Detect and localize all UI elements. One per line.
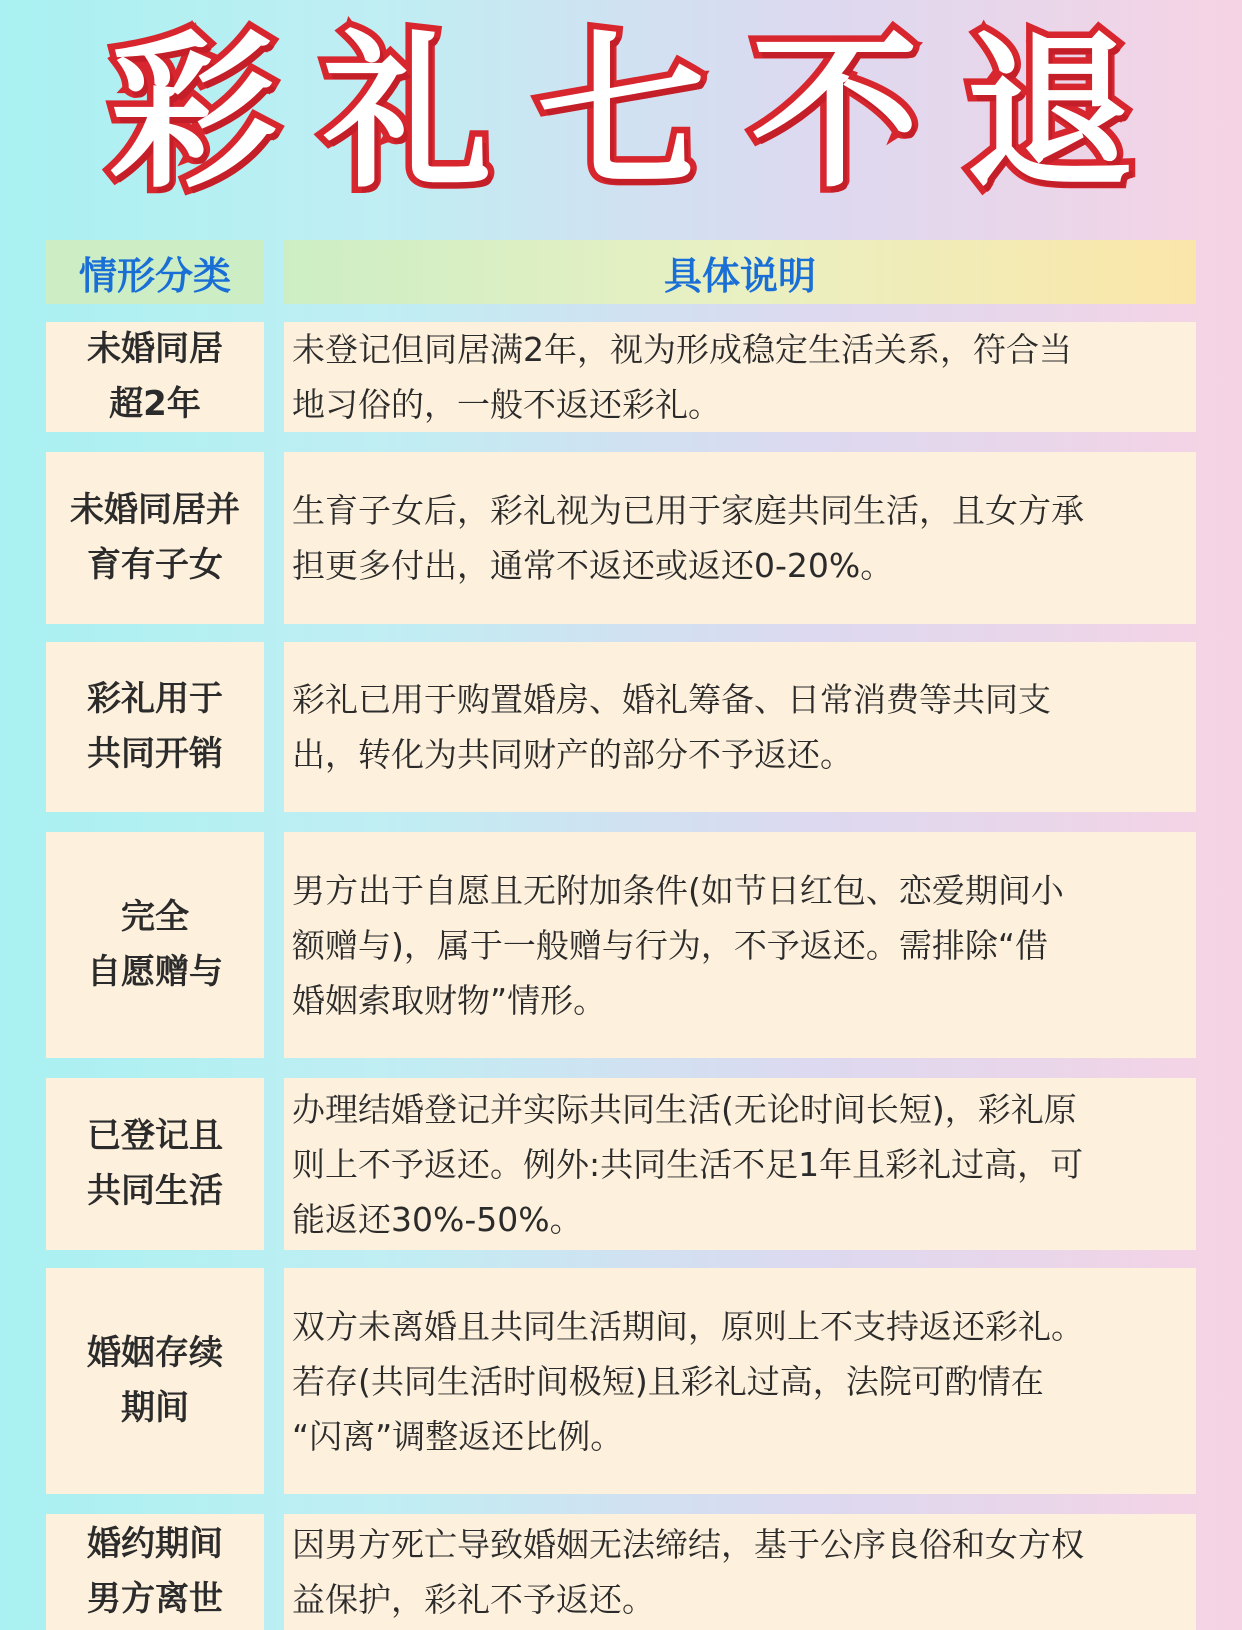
description-text: 双方未离婚且共同生活期间，原则上不支持返还彩礼。 若存(共同生活时间极短)且彩礼过高，法院可酌情在 “闪离”调整返还比例。 xyxy=(292,1306,1084,1456)
category-cell xyxy=(46,642,264,812)
table-header xyxy=(0,240,1242,304)
category-label: 未婚同居并 育有子女 xyxy=(70,490,240,585)
description-text: 办理结婚登记并实际共同生活(无论时间长短)，彩礼原 则上不予返还。例外:共同生活不足1年且彩礼过高，可 能返还30%-50%。 xyxy=(292,1089,1084,1239)
category-cell xyxy=(46,832,264,1058)
category-cell xyxy=(46,452,264,624)
description-cell xyxy=(284,1078,1196,1250)
page-title: 彩礼七不退 xyxy=(109,15,1179,211)
description-text: 男方出于自愿且无附加条件(如节日红包、恋爱期间小 额赠与)，属于一般赠与行为，不予返还。需排除“借 婚姻索取财物”情形。 xyxy=(292,870,1064,1020)
description-cell xyxy=(284,1514,1196,1630)
table-row xyxy=(0,322,1242,432)
description-cell xyxy=(284,642,1196,812)
description-cell xyxy=(284,452,1196,624)
table-row xyxy=(0,1078,1242,1250)
category-cell xyxy=(46,1514,264,1630)
table-row xyxy=(0,832,1242,1058)
category-cell xyxy=(46,322,264,432)
category-label: 彩礼用于 共同开销 xyxy=(87,679,223,774)
header-description: 具体说明 xyxy=(284,240,1196,304)
description-text: 生育子女后，彩礼视为已用于家庭共同生活，且女方承 担更多付出，通常不返还或返还0-20%。 xyxy=(292,491,1084,585)
category-label: 已登记且 共同生活 xyxy=(87,1116,223,1211)
category-label: 完全 自愿赠与 xyxy=(87,897,223,992)
description-cell xyxy=(284,1268,1196,1494)
description-text: 因男方死亡导致婚姻无法缔结，基于公序良俗和女方权 益保护，彩礼不予返还。 xyxy=(292,1525,1084,1619)
category-label: 婚姻存续 期间 xyxy=(87,1333,223,1428)
description-cell xyxy=(284,832,1196,1058)
table-row xyxy=(0,642,1242,812)
category-label: 未婚同居 超2年 xyxy=(87,329,223,424)
category-cell xyxy=(46,1078,264,1250)
category-label: 婚约期间 男方离世 xyxy=(87,1524,223,1619)
description-text: 彩礼已用于购置婚房、婚礼筹备、日常消费等共同支 出，转化为共同财产的部分不予返还。 xyxy=(292,680,1051,774)
description-text: 未登记但同居满2年，视为形成稳定生活关系，符合当 地习俗的，一般不返还彩礼。 xyxy=(292,330,1072,424)
description-cell xyxy=(284,322,1196,432)
table-row xyxy=(0,452,1242,624)
table-row xyxy=(0,1514,1242,1630)
page-title-container xyxy=(0,15,1242,211)
table-row xyxy=(0,1268,1242,1494)
category-cell xyxy=(46,1268,264,1494)
header-category: 情形分类 xyxy=(46,240,264,304)
